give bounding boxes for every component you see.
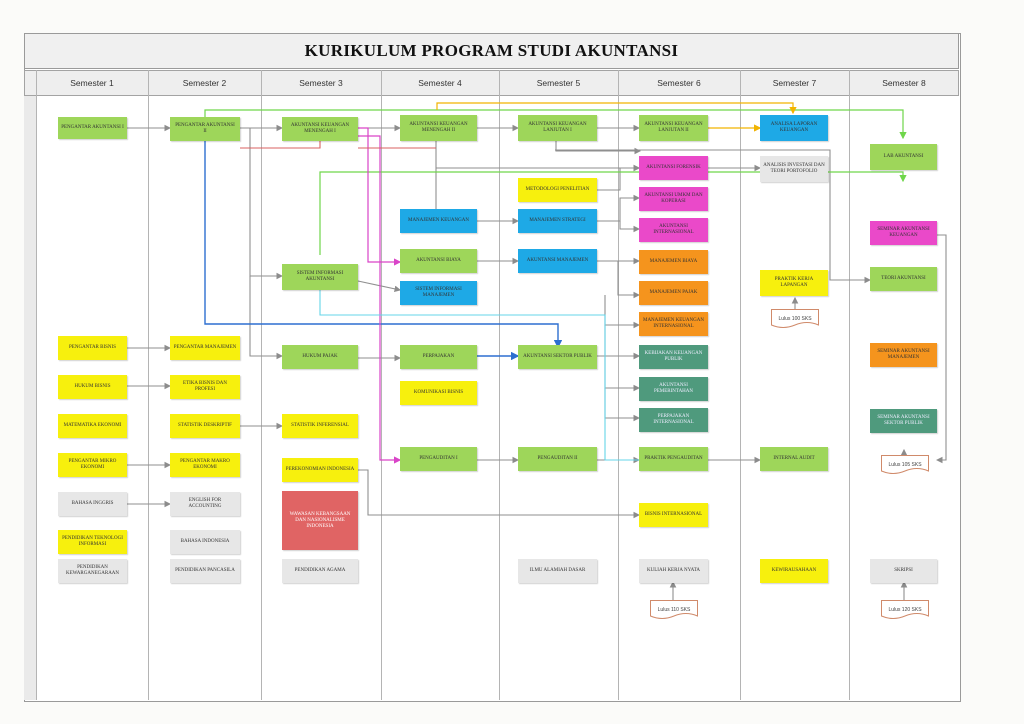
semester-4-header: Semester 4 [418, 78, 462, 88]
course-bahasa-inggris: BAHASA INGGRIS [58, 492, 127, 516]
course-perekonomian-indonesia: PEREKONOMIAN INDONESIA [282, 458, 358, 482]
note-label: Lulus 120 SKS [888, 607, 922, 613]
course-pengantar-mikro-ekonomi: PENGANTAR MIKRO EKONOMI [58, 453, 127, 477]
course-wawasan-kebangsaan: WAWASAN KEBANGSAAN DAN NASIONALISME INDONESIA [282, 491, 358, 550]
note-label: Lulus 105 SKS [888, 462, 922, 468]
course-english-for-accounting: ENGLISH FOR ACCOUNTING [170, 492, 240, 516]
course-pengauditan-1: PENGAUDITAN I [400, 447, 477, 471]
course-pengantar-akuntansi-2: PENGANTAR AKUNTANSI II [170, 117, 240, 141]
course-internal-audit: INTERNAL AUDIT [760, 447, 828, 471]
course-akuntansi-manajemen: AKUNTANSI MANAJEMEN [518, 249, 597, 273]
diagram-title: KURIKULUM PROGRAM STUDI AKUNTANSI [24, 33, 959, 69]
course-pengantar-manajemen: PENGANTAR MANAJEMEN [170, 336, 240, 360]
course-pengauditan-2: PENGAUDITAN II [518, 447, 597, 471]
course-perpajakan: PERPAJAKAN [400, 345, 477, 369]
course-hukum-pajak: HUKUM PAJAK [282, 345, 358, 369]
course-ilmu-alamiah-dasar: ILMU ALAMIAH DASAR [518, 559, 597, 583]
course-akuntansi-biaya: AKUNTANSI BIAYA [400, 249, 477, 273]
note-lulus-110-sks [650, 600, 698, 620]
course-akuntansi-keuangan-lanjutan-2: AKUNTANSI KEUANGAN LANJUTAN II [639, 115, 708, 141]
course-akuntansi-umkm-dan-koperasi: AKUNTANSI UMKM DAN KOPERASI [639, 187, 708, 211]
course-seminar-akuntansi-sektor-publik: SEMINAR AKUNTANSI SEKTOR PUBLIK [870, 409, 937, 433]
semester-8-header: Semester 8 [882, 78, 926, 88]
course-akuntansi-keuangan-menengah-2: AKUNTANSI KEUANGAN MENENGAH II [400, 115, 477, 141]
course-pendidikan-pancasila: PENDIDIKAN PANCASILA [170, 559, 240, 583]
course-bahasa-indonesia: BAHASA INDONESIA [170, 530, 240, 554]
course-sistem-informasi-manajemen: SISTEM INFORMASI MANAJEMEN [400, 281, 477, 305]
course-akuntansi-sektor-publik: AKUNTANSI SEKTOR PUBLIK [518, 345, 597, 369]
course-analisa-laporan-keuangan: ANALISA LAPORAN KEUANGAN [760, 115, 828, 141]
course-kuliah-kerja-nyata: KULIAH KERJA NYATA [639, 559, 708, 583]
course-seminar-akuntansi-manajemen: SEMINAR AKUNTANSI MANAJEMEN [870, 343, 937, 367]
course-metodologi-penelitian: METODOLOGI PENELITIAN [518, 178, 597, 202]
course-seminar-akuntansi-keuangan: SEMINAR AKUNTANSI KEUANGAN [870, 221, 937, 245]
course-akuntansi-keuangan-lanjutan-1: AKUNTANSI KEUANGAN LANJUTAN I [518, 115, 597, 141]
course-hukum-bisnis: HUKUM BISNIS [58, 375, 127, 399]
course-analisis-investasi-dan-teori-portofolio: ANALISIS INVESTASI DAN TEORI PORTOFOLIO [760, 156, 828, 182]
course-teori-akuntansi: TEORI AKUNTANSI [870, 267, 937, 291]
semester-1-header: Semester 1 [70, 78, 114, 88]
course-komunikasi-bisnis: KOMUNIKASI BISNIS [400, 381, 477, 405]
course-pendidikan-kewarganegaraan: PENDIDIKAN KEWARGANEGARAAN [58, 559, 127, 583]
course-lab-akuntansi: LAB AKUNTANSI [870, 144, 937, 170]
course-statistik-inferensial: STATISTIK INFERENSIAL [282, 414, 358, 438]
note-label: Lulus 110 SKS [657, 607, 691, 613]
semester-2-header: Semester 2 [182, 78, 227, 88]
semester-7-header: Semester 7 [772, 78, 817, 88]
course-akuntansi-pemerintahan: AKUNTANSI PEMERINTAHAN [639, 377, 708, 401]
course-pengantar-akuntansi-1: PENGANTAR AKUNTANSI I [58, 117, 127, 139]
course-etika-bisnis-dan-profesi: ETIKA BISNIS DAN PROFESI [170, 375, 240, 399]
course-kewirausahaan: KEWIRAUSAHAAN [760, 559, 828, 583]
course-sistem-informasi-akuntansi: SISTEM INFORMASI AKUNTANSI [282, 264, 358, 290]
semester-5-header: Semester 5 [536, 78, 581, 88]
note-lulus-100-sks [771, 309, 819, 329]
course-perpajakan-internasional: PERPAJAKAN INTERNASIONAL [639, 408, 708, 432]
course-pengantar-makro-ekonomi: PENGANTAR MAKRO EKONOMI [170, 453, 240, 477]
course-statistik-deskriptif: STATISTIK DESKRIPTIF [170, 414, 240, 438]
semester-6-header: Semester 6 [657, 78, 701, 88]
course-pendidikan-teknologi-informasi: PENDIDIKAN TEKNOLOGI INFORMASI [58, 530, 127, 554]
course-manajemen-keuangan: MANAJEMEN KEUANGAN [400, 209, 477, 233]
course-manajemen-keuangan-internasional: MANAJEMEN KEUANGAN INTERNASIONAL [639, 312, 708, 336]
course-praktik-kerja-lapangan: PRAKTIK KERJA LAPANGAN [760, 270, 828, 296]
course-skripsi: SKRIPSI [870, 559, 937, 583]
course-pendidikan-agama: PENDIDIKAN AGAMA [282, 559, 358, 583]
note-label: Lulus 100 SKS [778, 316, 812, 322]
course-manajemen-strategi: MANAJEMEN STRATEGI [518, 209, 597, 233]
note-lulus-105-sks [881, 455, 929, 475]
course-akuntansi-forensik: AKUNTANSI FORENSIK [639, 156, 708, 180]
course-pengantar-bisnis: PENGANTAR BISNIS [58, 336, 127, 360]
course-matematika-ekonomi: MATEMATIKA EKONOMI [58, 414, 127, 438]
course-akuntansi-keuangan-menengah-1: AKUNTANSI KEUANGAN MENENGAH I [282, 117, 358, 141]
course-bisnis-internasional: BISNIS INTERNASIONAL [639, 503, 708, 527]
semester-3-header: Semester 3 [299, 78, 343, 88]
course-akuntansi-internasional: AKUNTANSI INTERNASIONAL [639, 218, 708, 242]
course-manajemen-biaya: MANAJEMEN BIAYA [639, 250, 708, 274]
course-praktik-pengauditan: PRAKTIK PENGAUDITAN [639, 447, 708, 471]
note-lulus-120-sks [881, 600, 929, 620]
course-kebijakan-keuangan-publik: KEBIJAKAN KEUANGAN PUBLIK [639, 345, 708, 369]
course-manajemen-pajak: MANAJEMEN PAJAK [639, 281, 708, 305]
